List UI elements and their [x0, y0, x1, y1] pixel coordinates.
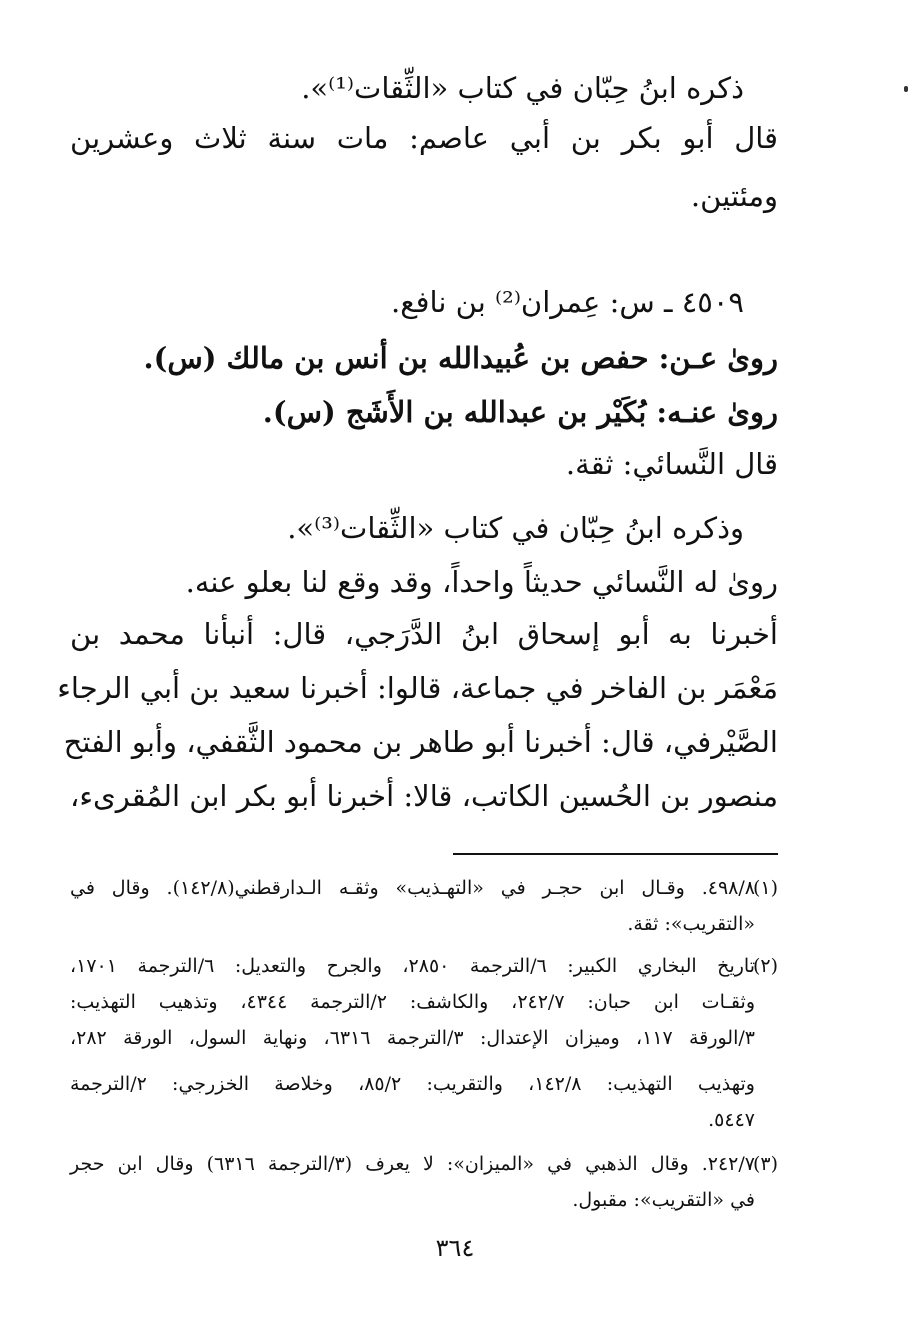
body-line-8: وذكره ابنُ حِبّان في كتاب «الثِّقات⁽³⁾». [287, 511, 744, 545]
footnote-1-number: (١) [752, 877, 778, 899]
footnote-separator [453, 853, 778, 855]
footnote-2-line-1: تاريخ البخاري الكبير: ٦/الترجمة ٢٨٥٠، والجرح والتعديل: ٦/الترجمة ١٧٠١، [70, 955, 755, 977]
page-number: ٣٦٤ [435, 1234, 475, 1262]
footnote-1-line-1: ٤٩٨/٨. وقـال ابن حجـر في «التهـذيب» وثقـه الـدارقطني(١٤٢/٨). وقال في [70, 877, 755, 899]
narrated-from-line: روىٰ عـن: حفص بن عُبيدالله بن أنس بن مالك (س). [143, 341, 778, 375]
footnote-3-number: (٣) [752, 1153, 778, 1175]
body-line-10: أخبرنا به أبو إسحاق ابنُ الدَّرَجي، قال: أنبأنا محمد بن [70, 617, 778, 651]
footnote-2-line-2: وثقـات ابن حبان: ٢٤٢/٧، والكاشف: ٢/الترجمة ٤٣٤٤، وتذهيب التهذيب: [70, 991, 755, 1013]
footnote-1-line-2: «التقريب»: ثقة. [627, 913, 755, 935]
footnote-2-number: (٢) [752, 955, 778, 977]
body-line-13: منصور بن الحُسين الكاتب، قالا: أخبرنا أبو بكر ابن المُقرىء، [70, 779, 778, 813]
entry-heading: ٤٥٠٩ ـ س: عِمران⁽²⁾ بن نافع. [391, 285, 744, 319]
footnote-2-line-3: ٣/الورقة ١١٧، وميزان الإعتدال: ٣/الترجمة ٦٣١٦، ونهاية السول، الورقة ٢٨٢، [70, 1027, 755, 1049]
body-line-3: ومئتين. [690, 179, 778, 213]
body-line-12: الصَّيْرفي، قال: أخبرنا أبو طاهر بن محمود الثَّقفي، وأبو الفتح [63, 725, 778, 759]
body-line-7: قال النَّسائي: ثقة. [565, 447, 778, 481]
body-line-11: مَعْمَر بن الفاخر في جماعة، قالوا: أخبرنا سعيد بن أبي الرجاء [57, 671, 778, 705]
footnote-3-line-2: في «التقريب»: مقبول. [572, 1189, 755, 1211]
page-edge-mark [904, 86, 908, 92]
footnote-2-line-5: ٥٤٤٧. [708, 1109, 755, 1131]
body-line-1: ذكره ابنُ حِبّان في كتاب «الثِّقات⁽¹⁾». [301, 71, 744, 105]
narrated-by-line: روىٰ عنـه: بُكَيْر بن عبدالله بن الأَشَج (س). [262, 395, 778, 429]
body-line-2: قال أبو بكر بن أبي عاصم: مات سنة ثلاث وعشرين [70, 121, 778, 155]
footnote-2-line-4: وتهذيب التهذيب: ١٤٢/٨، والتقريب: ٨٥/٢، وخلاصة الخزرجي: ٢/الترجمة [70, 1073, 755, 1095]
footnote-3-line-1: ٢٤٢/٧. وقال الذهبي في «الميزان»: لا يعرف (٣/الترجمة ٦٣١٦) وقال ابن حجر [70, 1153, 755, 1175]
body-line-9: روىٰ له النَّسائي حديثاً واحداً، وقد وقع لنا بعلو عنه. [185, 565, 778, 599]
